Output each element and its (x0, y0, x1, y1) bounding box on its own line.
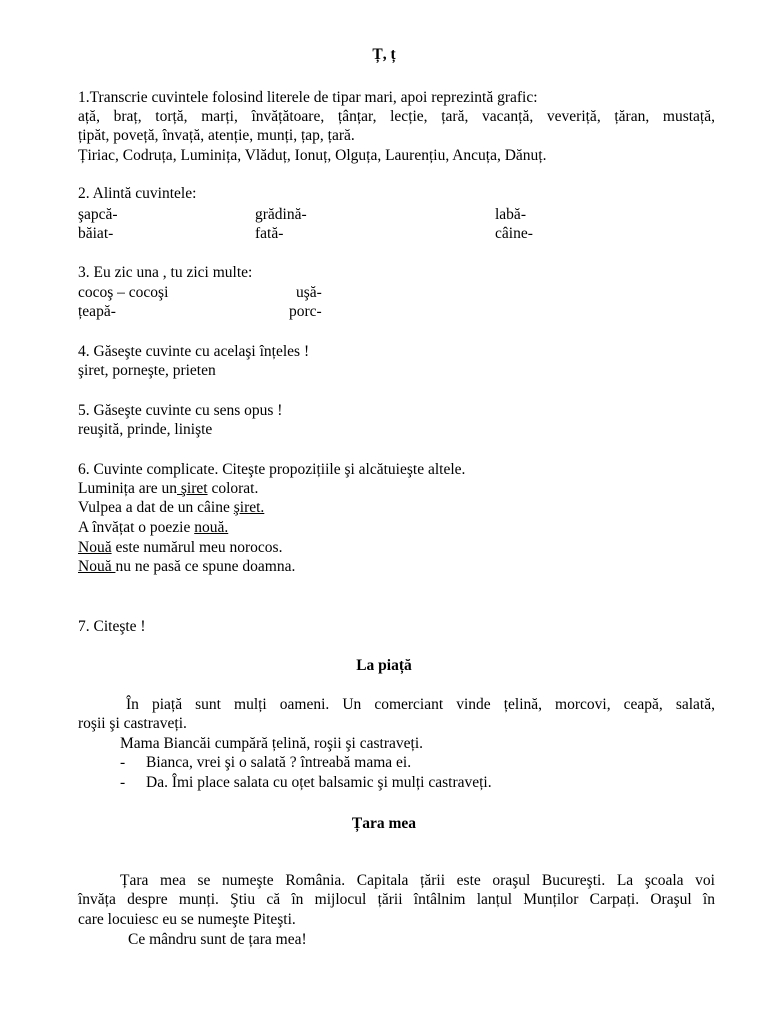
ex7-heading: 7. Citeşte ! (78, 618, 146, 635)
story2-paragraph-line2: învăța despre munți. Ştiu că în mijlocul țării întâlnim lanțul Munților Carpați. Oraşul în (78, 891, 715, 908)
ex1-names-line: Țiriac, Codruța, Luminița, Vlăduț, Ionuț, Olguța, Laurențiu, Ancuța, Dănuț. (78, 147, 547, 164)
story1-dialogue-line2: Da. Îmi place salata cu oțet balsamic şi mulți castraveți. (146, 774, 492, 791)
ex6-sentence-2: Vulpea a dat de un câine şiret. (78, 499, 265, 516)
ex2-word: şapcă- (78, 206, 118, 223)
underlined-word: Nouă (78, 558, 116, 575)
story1-paragraph-line2: roşii şi castraveți. (78, 715, 187, 732)
page-title: Ț, ț (372, 46, 396, 63)
story2-closing-line: Ce mândru sunt de țara mea! (128, 931, 307, 948)
ex2-word: câine- (495, 225, 533, 242)
story1-dialogue-dash: - (120, 754, 126, 771)
ex3-word: țeapă- (78, 303, 116, 320)
ex6-sentence-1: Luminița are un şiret colorat. (78, 480, 259, 497)
ex5-words: reuşită, prinde, linişte (78, 421, 213, 438)
ex1-words-line2: țipăt, poveță, învață, atenție, munți, țap, țară. (78, 127, 355, 144)
ex3-word: cocoş – cocoşi (78, 284, 169, 301)
underlined-word: şiret. (233, 499, 265, 516)
story1-dialogue-line1: Bianca, vrei şi o salată ? întreabă mama ei. (146, 754, 412, 771)
ex4-words: şiret, porneşte, prieten (78, 362, 216, 379)
story-title-tara-mea: Țara mea (351, 815, 417, 832)
ex5-heading: 5. Găseşte cuvinte cu sens opus ! (78, 402, 283, 419)
underlined-word: Nouă (78, 539, 112, 556)
ex2-word: băiat- (78, 225, 114, 242)
ex2-word: labă- (495, 206, 526, 223)
ex2-word: fată- (255, 225, 284, 242)
ex4-heading: 4. Găseşte cuvinte cu acelaşi înțeles ! (78, 343, 310, 360)
ex6-sentence-5: Nouă nu ne pasă ce spune doamna. (78, 558, 296, 575)
story-title-la-piata: La piață (356, 657, 412, 674)
ex2-heading: 2. Alintă cuvintele: (78, 185, 197, 202)
ex3-word: uşă- (296, 284, 322, 301)
story1-paragraph-line1: În piață sunt mulți oameni. Un comerciant vinde țelină, morcovi, ceapă, salată, (126, 696, 715, 713)
ex3-heading: 3. Eu zic una , tu zici multe: (78, 264, 253, 281)
underlined-word: nouă. (194, 519, 229, 536)
ex3-word: porc- (289, 303, 322, 320)
story2-paragraph-line3: care locuiesc eu se numeşte Piteşti. (78, 911, 296, 928)
ex1-heading: 1.Transcrie cuvintele folosind literele de tipar mari, apoi reprezintă grafic: (78, 89, 538, 106)
ex6-sentence-3: A învățat o poezie nouă. (78, 519, 229, 536)
ex2-word: grădină- (255, 206, 307, 223)
ex6-heading: 6. Cuvinte complicate. Citeşte propozițiile şi alcătuieşte altele. (78, 461, 466, 478)
ex1-words-line1: ață, braț, torță, marți, învățătoare, țânțar, lecție, țară, vacanță, veveriță, țăran, mustață, (78, 108, 715, 125)
ex6-sentence-4: Nouă este numărul meu norocos. (78, 539, 283, 556)
story2-paragraph-line1: Țara mea se numeşte România. Capitala țării este oraşul Bucureşti. La şcoala voi (120, 872, 715, 889)
story1-dialogue-dash: - (120, 774, 126, 791)
story1-paragraph-2: Mama Biancăi cumpără țelină, roşii şi castraveți. (120, 735, 423, 752)
underlined-word: şiret (177, 480, 208, 497)
